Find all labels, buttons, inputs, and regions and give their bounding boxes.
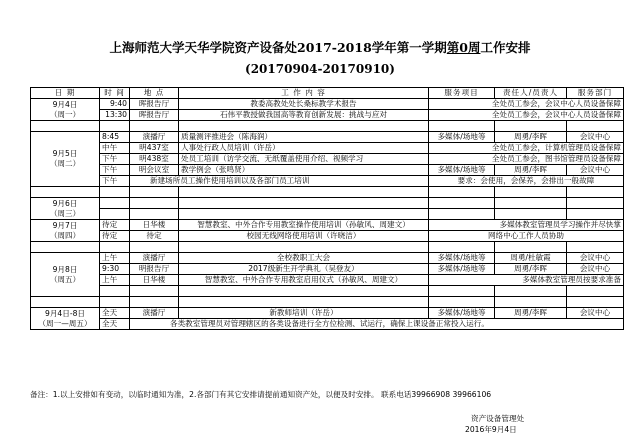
content-cell: 各类教室管理员对管理辖区的各类设备进行全方位检测、试运行，确保上课设备正常投入运行。 [130, 319, 624, 330]
dept-cell: 会议中心 [567, 308, 624, 319]
service-cell: 多媒体教室管理员按要求准备 [429, 275, 624, 286]
content-cell: 质量测评推进会（陈海润） [179, 132, 429, 143]
service-cell: 多媒体/场地等 [429, 165, 495, 176]
header-time: 时 间 [100, 88, 130, 99]
content-cell: 新建场所员工操作使用培训以及各部门员工培训 [130, 176, 429, 187]
owner-cell: 周勇/李晖 [495, 132, 567, 143]
dept-cell: 会议中心 [567, 165, 624, 176]
table-row-empty [31, 297, 624, 308]
table-row [31, 143, 624, 154]
time-cell: 下午 [100, 176, 130, 187]
place-cell: 晖报告厅 [130, 99, 179, 110]
table-row [31, 154, 624, 165]
place-cell: 演播厅 [130, 308, 179, 319]
time-cell: 待定 [100, 231, 130, 242]
document-title: 上海师范大学天华学院资产设备处2017-2018学年第一学期第0周工作安排 [109, 40, 531, 55]
table-row-empty [31, 209, 624, 220]
service-cell: 网络中心工作人员协助 [429, 231, 624, 242]
time-cell: 全天 [100, 319, 130, 330]
table-row [31, 198, 624, 209]
place-cell: 明438室 [130, 154, 179, 165]
day-cell: 9月7日 （周四） [31, 220, 100, 242]
content-cell: 新教师培训（许岳） [179, 308, 429, 319]
place-cell: 日华楼 [130, 275, 179, 286]
dept-cell: 会议中心 [567, 264, 624, 275]
time-cell: 下午 [100, 154, 130, 165]
time-cell: 中午 [100, 143, 130, 154]
table-row [31, 275, 624, 286]
time-cell: 全天 [100, 308, 130, 319]
table-row [31, 220, 624, 231]
service-cell: 要求：会使用，会保养，会排出一般故障 [429, 176, 624, 187]
table-row-empty [31, 286, 624, 297]
time-cell: 8:45 [100, 132, 130, 143]
header-row [31, 88, 624, 99]
time-cell: 待定 [100, 220, 130, 231]
table-row [31, 176, 624, 187]
time-cell: 13:30 [100, 110, 130, 121]
schedule-table [30, 87, 624, 330]
header-service: 服务项目 [429, 88, 495, 99]
content-cell: 智慧教室、中外合作专用教室启用仪式（孙敏风、周建文） [179, 275, 429, 286]
time-cell: 上午 [100, 275, 130, 286]
header-dept: 服务部门 [567, 88, 624, 99]
table-row [31, 132, 624, 143]
service-cell: 多媒体/场地等 [429, 308, 495, 319]
header-content: 工 作 内 容 [179, 88, 429, 99]
table-row [31, 165, 624, 176]
service-cell: 全处员工参会，会议中心人员设备保障 [429, 99, 624, 110]
service-cell: 全处员工参会，图书馆管理员设备保障 [429, 154, 624, 165]
content-cell: 2017级新生开学典礼（吴登友） [179, 264, 429, 275]
table-row-empty [31, 121, 624, 132]
place-cell: 明437室 [130, 143, 179, 154]
date-range: (20170904-20170910) [245, 62, 395, 76]
place-cell: 明会议室 [130, 165, 179, 176]
table-row [31, 253, 624, 264]
week-number: 第0周 [446, 40, 481, 55]
place-cell: 演播厅 [130, 253, 179, 264]
signature-date: 2016年9月4日 [465, 425, 517, 434]
content-cell: 校园无线网络使用培训（许晓洁） [179, 231, 429, 242]
table-row [31, 264, 624, 275]
place-cell: 晖报告厅 [130, 110, 179, 121]
service-cell: 多媒体教室管理员学习操作并尽快掌 [429, 220, 624, 231]
day-cell: 9月5日 （周二） [31, 132, 100, 187]
owner-cell: 周勇/李晖 [495, 165, 567, 176]
content-cell: 教学例会（张鸣贤） [179, 165, 429, 176]
dept-cell: 会议中心 [567, 132, 624, 143]
content-cell: 全校教职工大会 [179, 253, 429, 264]
header-owner: 责任人/员责人 [495, 88, 567, 99]
owner-cell: 周勇/杜敏霞 [495, 253, 567, 264]
footnote: 备注：1.以上安排如有变动，以临时通知为准，2.各部门有其它安排请提前通知资产处，以便及时安排。 联系电话39966908 39966106 [30, 390, 492, 399]
day-cell: 9月4日-8日 （周一—周五） [31, 308, 100, 330]
content-cell: 处员工培训（访学交流、无纸覆盖使用介绍、视频学习 [179, 154, 429, 165]
service-cell: 全处员工参会，会议中心人员设备保障 [429, 110, 624, 121]
day-cell: 9月4日 （周一） [31, 99, 100, 121]
header-place: 地 点 [130, 88, 179, 99]
owner-cell: 周勇/李晖 [495, 264, 567, 275]
day-cell: 9月8日 （周五） [31, 253, 100, 297]
table-row [31, 99, 624, 110]
content-cell: 教委高教处处长桑标教学术报告 [179, 99, 429, 110]
service-cell: 多媒体/场地等 [429, 264, 495, 275]
table-row-empty [31, 242, 624, 253]
header-date: 日 期 [31, 88, 100, 99]
table-row [31, 231, 624, 242]
table-row [31, 308, 624, 319]
place-cell: 日华楼 [130, 220, 179, 231]
day-cell: 9月6日 （周三） [31, 198, 100, 220]
signature-org: 资产设备管理处 [471, 414, 525, 423]
service-cell: 多媒体/场地等 [429, 132, 495, 143]
time-cell: 下午 [100, 165, 130, 176]
place-cell: 明报告厅 [130, 264, 179, 275]
content-cell: 人事处行政人员培训（许岳） [179, 143, 429, 154]
service-cell: 全处员工参会，计算机管理员设备保障 [429, 143, 624, 154]
place-cell: 演播厅 [130, 132, 179, 143]
place-cell: 待定 [130, 231, 179, 242]
content-cell: 石伟平教授做我国高等教育创新发展：挑战与应对 [179, 110, 429, 121]
time-cell: 上午 [100, 253, 130, 264]
table-row [31, 110, 624, 121]
service-cell: 多媒体/场地等 [429, 253, 495, 264]
content-cell: 智慧教室、中外合作专用教室操作使用培训（孙敏风、周建文） [179, 220, 429, 231]
dept-cell: 会议中心 [567, 253, 624, 264]
time-cell: 9:40 [100, 99, 130, 110]
owner-cell: 周勇/李晖 [495, 308, 567, 319]
table-row [31, 319, 624, 330]
table-row-empty [31, 187, 624, 198]
time-cell: 9:30 [100, 264, 130, 275]
